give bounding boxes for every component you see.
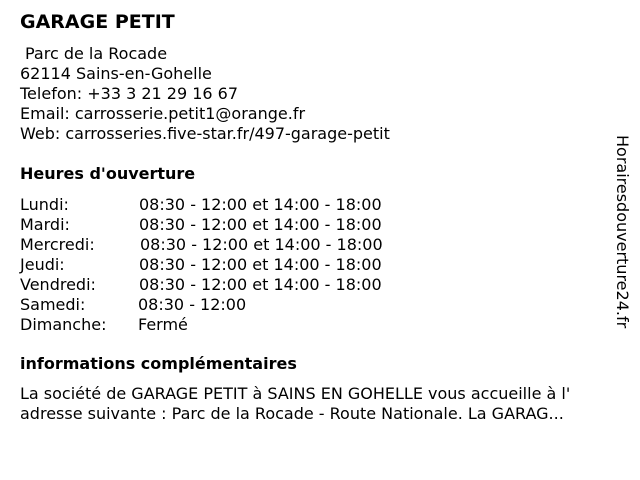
- email-line[interactable]: Email: carrosserie.petit1@orange.fr: [20, 104, 306, 123]
- day-label: Dimanche:: [20, 315, 107, 334]
- info-line-1: La société de GARAGE PETIT à SAINS EN GOHELLE vous accueille à l': [20, 384, 571, 403]
- watermark-text: Horairesdouverture24.fr: [613, 135, 632, 329]
- day-label: Mardi:: [20, 215, 70, 234]
- postal-city: 62114 Sains-en-Gohelle: [20, 64, 212, 83]
- time-value: 08:30 - 12:00 et 14:00 - 18:00: [139, 255, 382, 274]
- day-label: Mercredi:: [20, 235, 95, 254]
- watermark: [613, 135, 633, 345]
- day-label: Lundi:: [20, 195, 69, 214]
- time-value: 08:30 - 12:00 et 14:00 - 18:00: [140, 235, 383, 254]
- time-value: 08:30 - 12:00 et 14:00 - 18:00: [139, 215, 382, 234]
- day-label: Vendredi:: [20, 275, 96, 294]
- phone-line[interactable]: Telefon: +33 3 21 29 16 67: [20, 84, 239, 103]
- time-value: 08:30 - 12:00 et 14:00 - 18:00: [139, 195, 382, 214]
- time-value: Fermé: [138, 315, 188, 334]
- info-line-2: adresse suivante : Parc de la Rocade - Route Nationale. La GARAG...: [20, 404, 564, 423]
- day-label: Jeudi:: [20, 255, 65, 274]
- street-address: Parc de la Rocade: [25, 44, 168, 63]
- hours-heading: Heures d'ouverture: [20, 164, 196, 183]
- time-value: 08:30 - 12:00 et 14:00 - 18:00: [139, 275, 382, 294]
- contact-block: [20, 44, 390, 144]
- day-label: Samedi:: [20, 295, 86, 314]
- business-name: GARAGE PETIT: [20, 11, 175, 33]
- info-heading: informations complémentaires: [20, 354, 297, 373]
- web-line[interactable]: Web: carrosseries.five-star.fr/497-garage-petit: [20, 124, 390, 143]
- time-value: 08:30 - 12:00: [138, 295, 247, 314]
